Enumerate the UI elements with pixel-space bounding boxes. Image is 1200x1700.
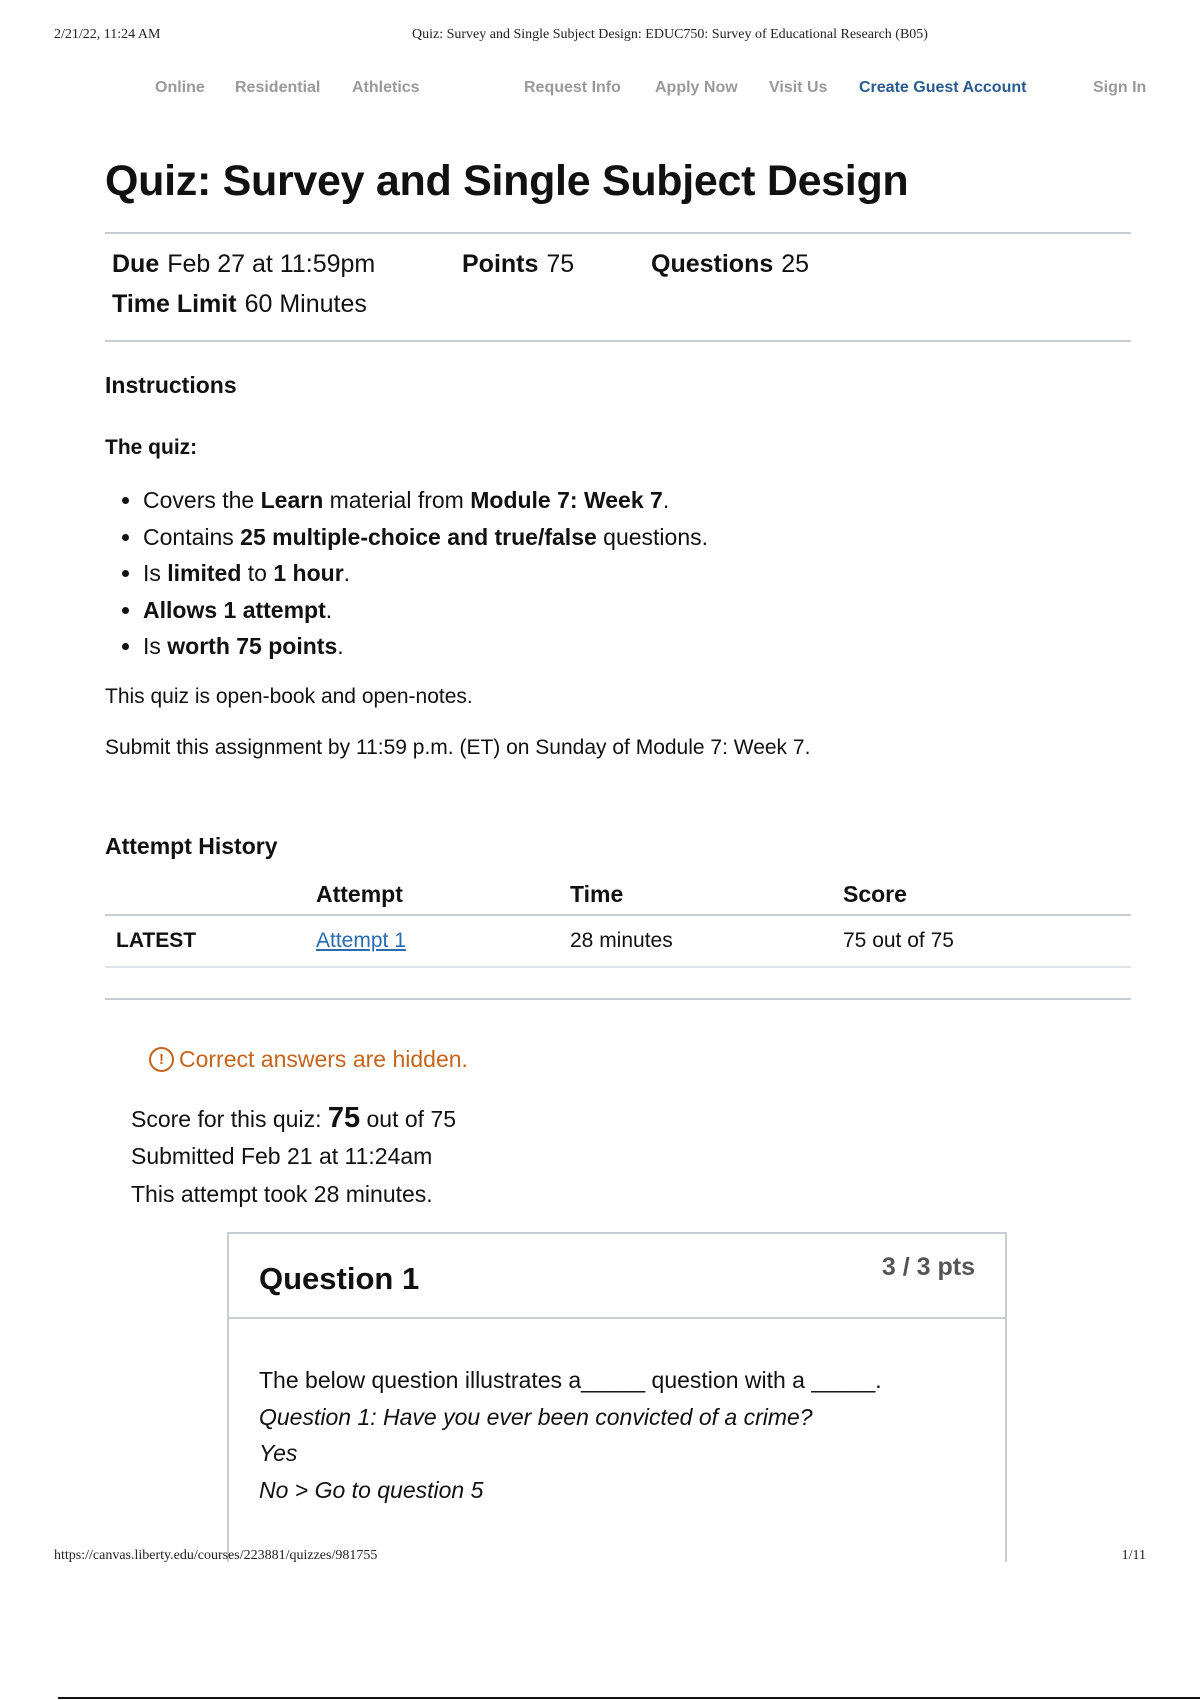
question-header	[229, 1234, 1005, 1319]
create-guest-account-link[interactable]: Create Guest Account	[859, 79, 1027, 96]
latest-label: LATEST	[105, 915, 316, 967]
question-points: 3 / 3 pts	[881, 1253, 975, 1281]
time-limit-label: Time Limit	[112, 290, 237, 318]
nav-apply-now-link[interactable]: Apply Now	[655, 79, 738, 96]
nav-residential-link[interactable]: Residential	[235, 79, 321, 96]
print-header	[54, 27, 1146, 47]
page-edge-rule	[58, 1697, 1200, 1699]
instructions-heading: Instructions	[105, 372, 237, 398]
question-title: Question 1	[259, 1261, 420, 1296]
questions-field	[651, 250, 809, 279]
print-title: Quiz: Survey and Single Subject Design: EDUC750: Survey of Educational Research (B05)	[412, 27, 928, 42]
list-item: • Is limited to 1 hour.	[143, 557, 708, 594]
nav-athletics-link[interactable]: Athletics	[352, 79, 420, 96]
sign-in-link[interactable]: Sign In	[1093, 79, 1147, 96]
column-header: Attempt	[316, 874, 570, 915]
questions-value: 25	[781, 250, 810, 278]
time-limit-value: 60 Minutes	[244, 290, 367, 318]
attempt-history-table	[105, 874, 1131, 968]
print-page-number: 1/11	[1121, 1548, 1146, 1563]
question-example-line: Question 1: Have you ever been convicted of a crime?	[259, 1403, 813, 1430]
submitted-line: Submitted Feb 21 at 11:24am	[131, 1143, 433, 1169]
list-item: • Covers the Learn material from Module 7: Week 7.	[143, 484, 708, 521]
divider	[105, 998, 1131, 1000]
instructions-list	[105, 484, 708, 667]
divider	[105, 340, 1131, 342]
attempt-1-link[interactable]: Attempt 1	[316, 929, 406, 952]
attempt-cell	[316, 915, 570, 967]
nav-request-info-link[interactable]: Request Info	[524, 79, 621, 96]
nav-visit-us-link[interactable]: Visit Us	[769, 79, 828, 96]
due-field	[112, 250, 375, 279]
open-book-note: This quiz is open-book and open-notes.	[105, 685, 473, 708]
warning-icon: !	[149, 1047, 174, 1072]
points-field	[462, 250, 574, 279]
divider	[105, 232, 1131, 234]
list-item: • Allows 1 attempt.	[143, 594, 708, 631]
answers-hidden-notice	[149, 1046, 468, 1073]
column-header: Time	[570, 874, 843, 915]
list-item: • Is worth 75 points.	[143, 630, 708, 667]
column-header	[105, 874, 316, 915]
instructions-subheading: The quiz:	[105, 436, 198, 459]
score-line: Score for this quiz: 75 out of 75	[131, 1102, 457, 1134]
attempt-history-heading: Attempt History	[105, 833, 278, 859]
print-footer	[54, 1548, 1146, 1568]
duration-line: This attempt took 28 minutes.	[131, 1181, 433, 1207]
points-label: Points	[462, 250, 539, 278]
time-limit-field	[112, 290, 367, 319]
table-row	[105, 915, 1131, 967]
nav-online-link[interactable]: Online	[155, 79, 205, 96]
question-example-line: No > Go to question 5	[259, 1476, 484, 1503]
list-item: • Contains 25 multiple-choice and true/false questions.	[143, 521, 708, 558]
score-summary	[131, 1100, 456, 1214]
due-label: Due	[112, 250, 160, 278]
print-url: https://canvas.liberty.edu/courses/223881/quizzes/981755	[54, 1548, 378, 1563]
due-value: Feb 27 at 11:59pm	[167, 250, 376, 278]
print-date: 2/21/22, 11:24 AM	[54, 27, 161, 42]
questions-label: Questions	[651, 250, 774, 278]
question-example-line: Yes	[259, 1440, 298, 1466]
answers-hidden-text: Correct answers are hidden.	[179, 1046, 468, 1072]
column-header: Score	[843, 874, 1131, 915]
question-stem: The below question illustrates a_____ question with a _____.	[259, 1367, 882, 1393]
time-cell: 28 minutes	[570, 915, 843, 967]
table-header-row	[105, 874, 1131, 915]
score-value: 75	[327, 1102, 361, 1134]
page-title: Quiz: Survey and Single Subject Design	[105, 157, 909, 205]
top-nav	[0, 76, 1200, 102]
question-card	[227, 1232, 1007, 1562]
submit-note: Submit this assignment by 11:59 p.m. (ET) on Sunday of Module 7: Week 7.	[105, 736, 811, 759]
points-value: 75	[546, 250, 575, 278]
question-body	[259, 1364, 882, 1510]
score-cell: 75 out of 75	[843, 915, 1131, 967]
